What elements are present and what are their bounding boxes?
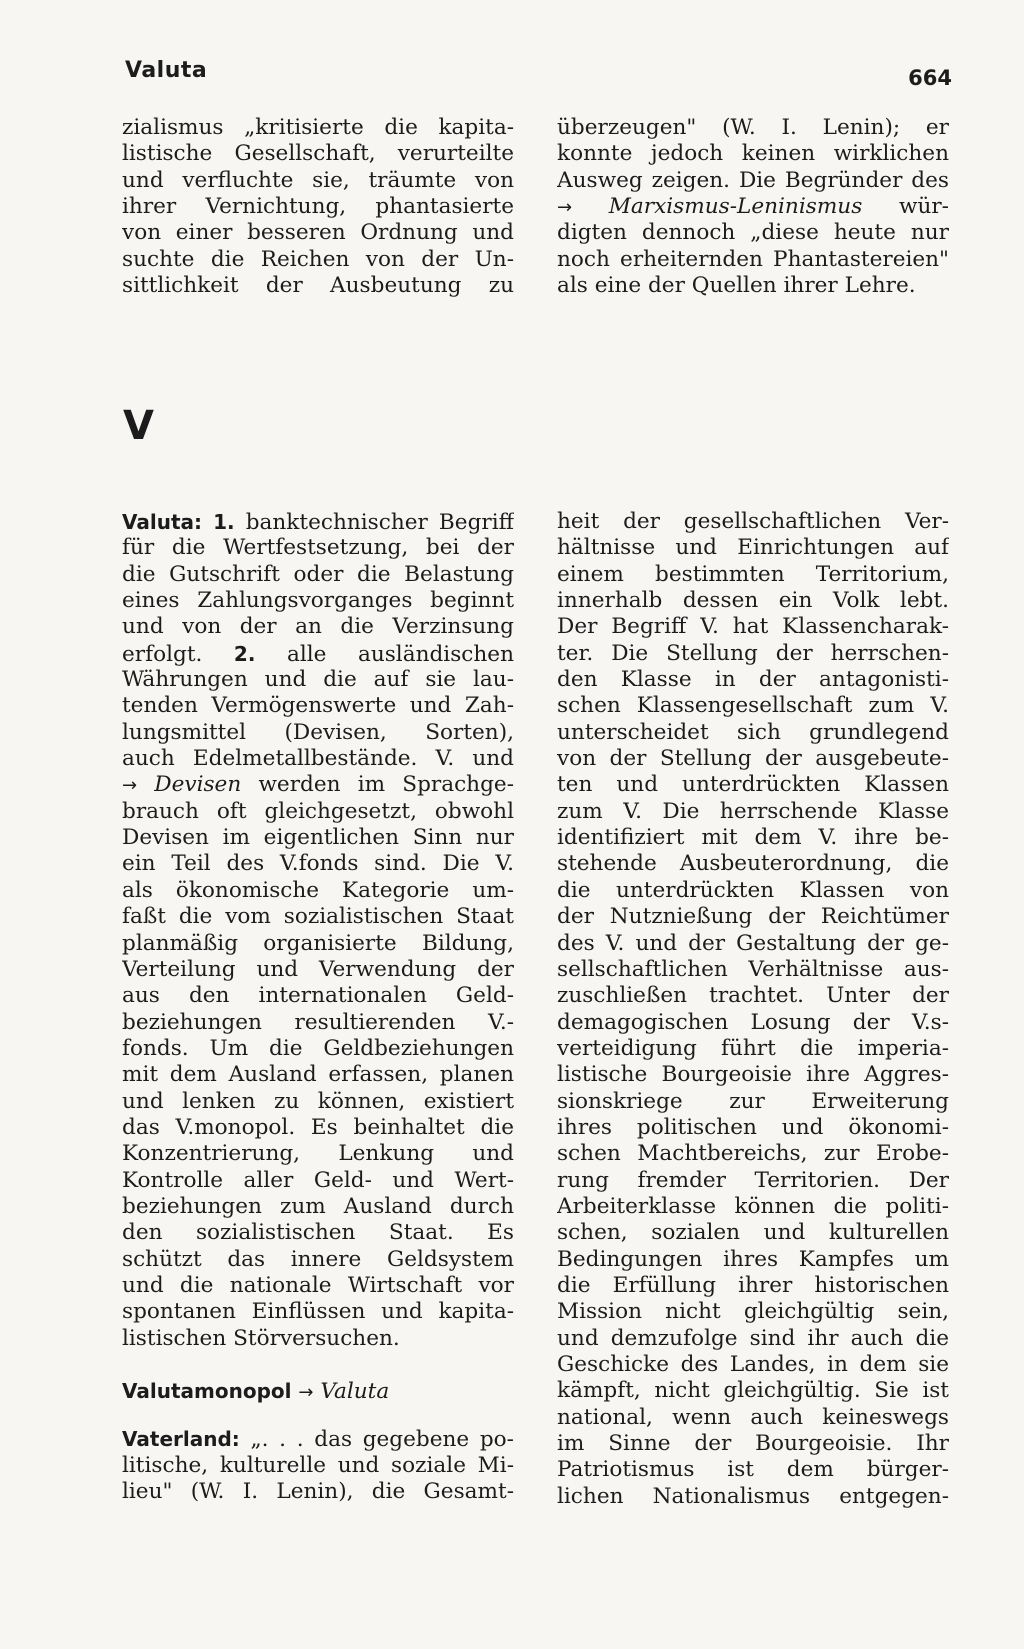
text-line: identifiziert mit dem V. ihre be- (557, 825, 949, 851)
text-line: sittlichkeit der Ausbeutung zu (122, 273, 514, 299)
text-line: zuschließen trachtet. Unter der (557, 983, 949, 1009)
entry-headword: Valutamonopol (122, 1379, 292, 1403)
text-line: den sozialistischen Staat. Es (122, 1220, 514, 1246)
text-line: kämpft, nicht gleichgültig. Sie ist (557, 1378, 949, 1404)
text-line: litische, kulturelle und soziale Mi- (122, 1452, 514, 1478)
running-header: Valuta (125, 58, 208, 83)
text-line: mit dem Ausland erfassen, planen (122, 1062, 514, 1088)
text-line: ter. Die Stellung der herrschen- (557, 640, 949, 666)
text-line: schen, sozialen und kulturellen (557, 1220, 949, 1246)
text-line: tenden Vermögenswerte und Zah- (122, 693, 514, 719)
text-line (557, 220, 949, 246)
cross-reference[interactable]: Valuta (320, 1379, 390, 1404)
text-line: Arbeiterklasse können die politi- (557, 1193, 949, 1219)
text-line: die Gutschrift oder die Belastung (122, 561, 514, 587)
text-fragment: „. . . das gegebene po- (250, 1427, 514, 1453)
text-line: ein Teil des V.fonds sind. Die V. (122, 851, 514, 877)
text-line-with-reference (557, 194, 949, 220)
text-line: von der Stellung der ausgebeute- (557, 746, 949, 772)
arrow-right-icon: → (557, 197, 573, 219)
text-line: heit der gesellschaftlichen Ver- (557, 509, 949, 534)
text-line: ten und unterdrückten Klassen (557, 772, 949, 798)
text-line: im Sinne der Bourgeoisie. Ihr (557, 1431, 949, 1457)
text-line-with-reference (122, 772, 514, 798)
entry-headword: Vaterland: (122, 1427, 240, 1452)
text-line: Devisen im eigentlichen Sinn nur (122, 825, 514, 851)
text-line: lieu" (W. I. Lenin), die Gesamt- (122, 1479, 514, 1505)
sense-number: 2. (233, 641, 256, 666)
text-fragment: dennoch „diese heute nur (641, 220, 949, 246)
text-line: als ökonomische Kategorie um- (122, 877, 514, 903)
text-line: hältnisse und Einrichtungen auf (557, 535, 949, 561)
text-line: den Klasse in der antagonisti- (557, 667, 949, 693)
text-line: noch erheiternden Phantastereien" (557, 246, 949, 272)
text-line: demagogischen Losung der V.s- (557, 1009, 949, 1035)
text-line: verteidigung führt die imperia- (557, 1035, 949, 1061)
text-line: und die nationale Wirtschaft vor (122, 1272, 514, 1298)
text-line: Kontrolle aller Geld- und Wert- (122, 1167, 514, 1193)
text-line: rung fremder Territorien. Der (557, 1167, 949, 1193)
text-line: und verfluchte sie, träumte von (122, 167, 514, 193)
text-line: die unterdrückten Klassen von (557, 877, 949, 903)
text-line: fonds. Um die Geldbeziehungen (122, 1035, 514, 1061)
text-line: Konzentrierung, Lenkung und (122, 1141, 514, 1167)
text-line: das V.monopol. Es beinhaltet die (122, 1114, 514, 1140)
text-fragment: wür- (898, 194, 949, 220)
cross-reference[interactable]: Marxismus-Leninismus (608, 194, 863, 220)
text-line: zialismus „kritisierte die kapita- (122, 115, 514, 140)
text-line: zum V. Die herrschende Klasse (557, 798, 949, 824)
text-line: Verteilung und Verwendung der (122, 956, 514, 982)
text-line (122, 641, 514, 667)
text-line: ihrer Vernichtung, phantasierte (122, 194, 514, 220)
text-fragment: werden im Sprachge- (258, 772, 514, 798)
top-right-column (557, 115, 949, 299)
text-line: einem bestimmten Territorium, (557, 561, 949, 587)
entry-first-line (122, 1426, 514, 1452)
main-left-column (122, 509, 514, 1505)
top-left-column (122, 115, 514, 299)
text-line: die Erfüllung ihrer historischen (557, 1272, 949, 1298)
cross-reference[interactable]: Devisen (154, 772, 242, 798)
text-fragment: erfolgt. (122, 641, 203, 667)
text-line: auch Edelmetallbestände. V. und (122, 746, 514, 772)
text-line: innerhalb dessen ein Volk lebt. (557, 588, 949, 614)
text-line: schen Klassengesellschaft zum V. (557, 693, 949, 719)
sense-number: 1. (213, 510, 235, 534)
text-line: planmäßig organisierte Bildung, (122, 930, 514, 956)
text-line: listische Bourgeoisie ihre Aggres- (557, 1062, 949, 1088)
section-letter: V (123, 403, 154, 449)
text-line: und von der an die Verzinsung (122, 614, 514, 640)
text-line: suchte die Reichen von der Un- (122, 246, 514, 272)
text-line: unterscheidet sich grundlegend (557, 719, 949, 745)
text-line: listischen Störversuchen. (122, 1325, 400, 1351)
text-line: listische Gesellschaft, verurteilte (122, 141, 514, 167)
entry-gap (122, 1404, 514, 1426)
main-right-column (557, 509, 949, 1510)
text-line: und demzufolge sind ihr auch die (557, 1325, 949, 1351)
text-line: spontanen Einflüssen und kapita- (122, 1299, 514, 1325)
text-line: Patriotismus ist dem bürger- (557, 1457, 949, 1483)
text-line: Ausweg zeigen. Die Begründer des (557, 167, 949, 193)
text-line: als eine der Quellen ihrer Lehre. (557, 273, 916, 299)
text-line: beziehungen resultierenden V.- (122, 1009, 514, 1035)
text-fragment: digten (557, 220, 627, 246)
entry-headword: Valuta: (122, 510, 203, 534)
text-line: Bedingungen ihres Kampfes um (557, 1246, 949, 1272)
text-line: beziehungen zum Ausland durch (122, 1193, 514, 1219)
text-line: Währungen und die auf sie lau- (122, 667, 514, 693)
text-line: sellschaftlichen Verhältnisse aus- (557, 956, 949, 982)
text-line: der Nutznießung der Reichtümer (557, 904, 949, 930)
text-line: aus den internationalen Geld- (122, 983, 514, 1009)
text-line: brauch oft gleichgesetzt, obwohl (122, 798, 514, 824)
text-line: faßt die vom sozialistischen Staat (122, 904, 514, 930)
text-line: Mission nicht gleichgültig sein, (557, 1299, 949, 1325)
text-line: schen Machtbereichs, zur Erobe- (557, 1141, 949, 1167)
text-line: lungsmittel (Devisen, Sorten), (122, 719, 514, 745)
entry-first-line (122, 509, 514, 535)
text-line: des V. und der Gestaltung der ge- (557, 930, 949, 956)
arrow-right-icon: → (298, 1382, 314, 1403)
text-line: von einer besseren Ordnung und (122, 220, 514, 246)
text-line: schützt das innere Geldsystem (122, 1246, 514, 1272)
text-line: stehende Ausbeuterordnung, die (557, 851, 949, 877)
text-line: für die Wertfestsetzung, bei der (122, 535, 514, 561)
text-line: ihres politischen und ökonomi- (557, 1114, 949, 1140)
text-line: konnte jedoch keinen wirklichen (557, 141, 949, 167)
entry-gap (122, 1352, 514, 1378)
text-line: überzeugen" (W. I. Lenin); er (557, 115, 949, 140)
page-number: 664 (908, 66, 952, 90)
text-fragment: banktechnischer Begriff (245, 510, 514, 535)
arrow-right-icon: → (122, 775, 138, 797)
text-line: Der Begriff V. hat Klassencharak- (557, 614, 949, 640)
text-line: eines Zahlungsvorganges beginnt (122, 588, 514, 614)
entry-valutamonopol (122, 1378, 514, 1404)
text-fragment: alle ausländischen (286, 641, 514, 667)
text-line: sionskriege zur Erweiterung (557, 1088, 949, 1114)
text-line: lichen Nationalismus entgegen- (557, 1483, 949, 1509)
text-line: Geschicke des Landes, in dem sie (557, 1352, 949, 1377)
text-line: und lenken zu können, existiert (122, 1088, 514, 1114)
text-line: national, wenn auch keineswegs (557, 1404, 949, 1430)
